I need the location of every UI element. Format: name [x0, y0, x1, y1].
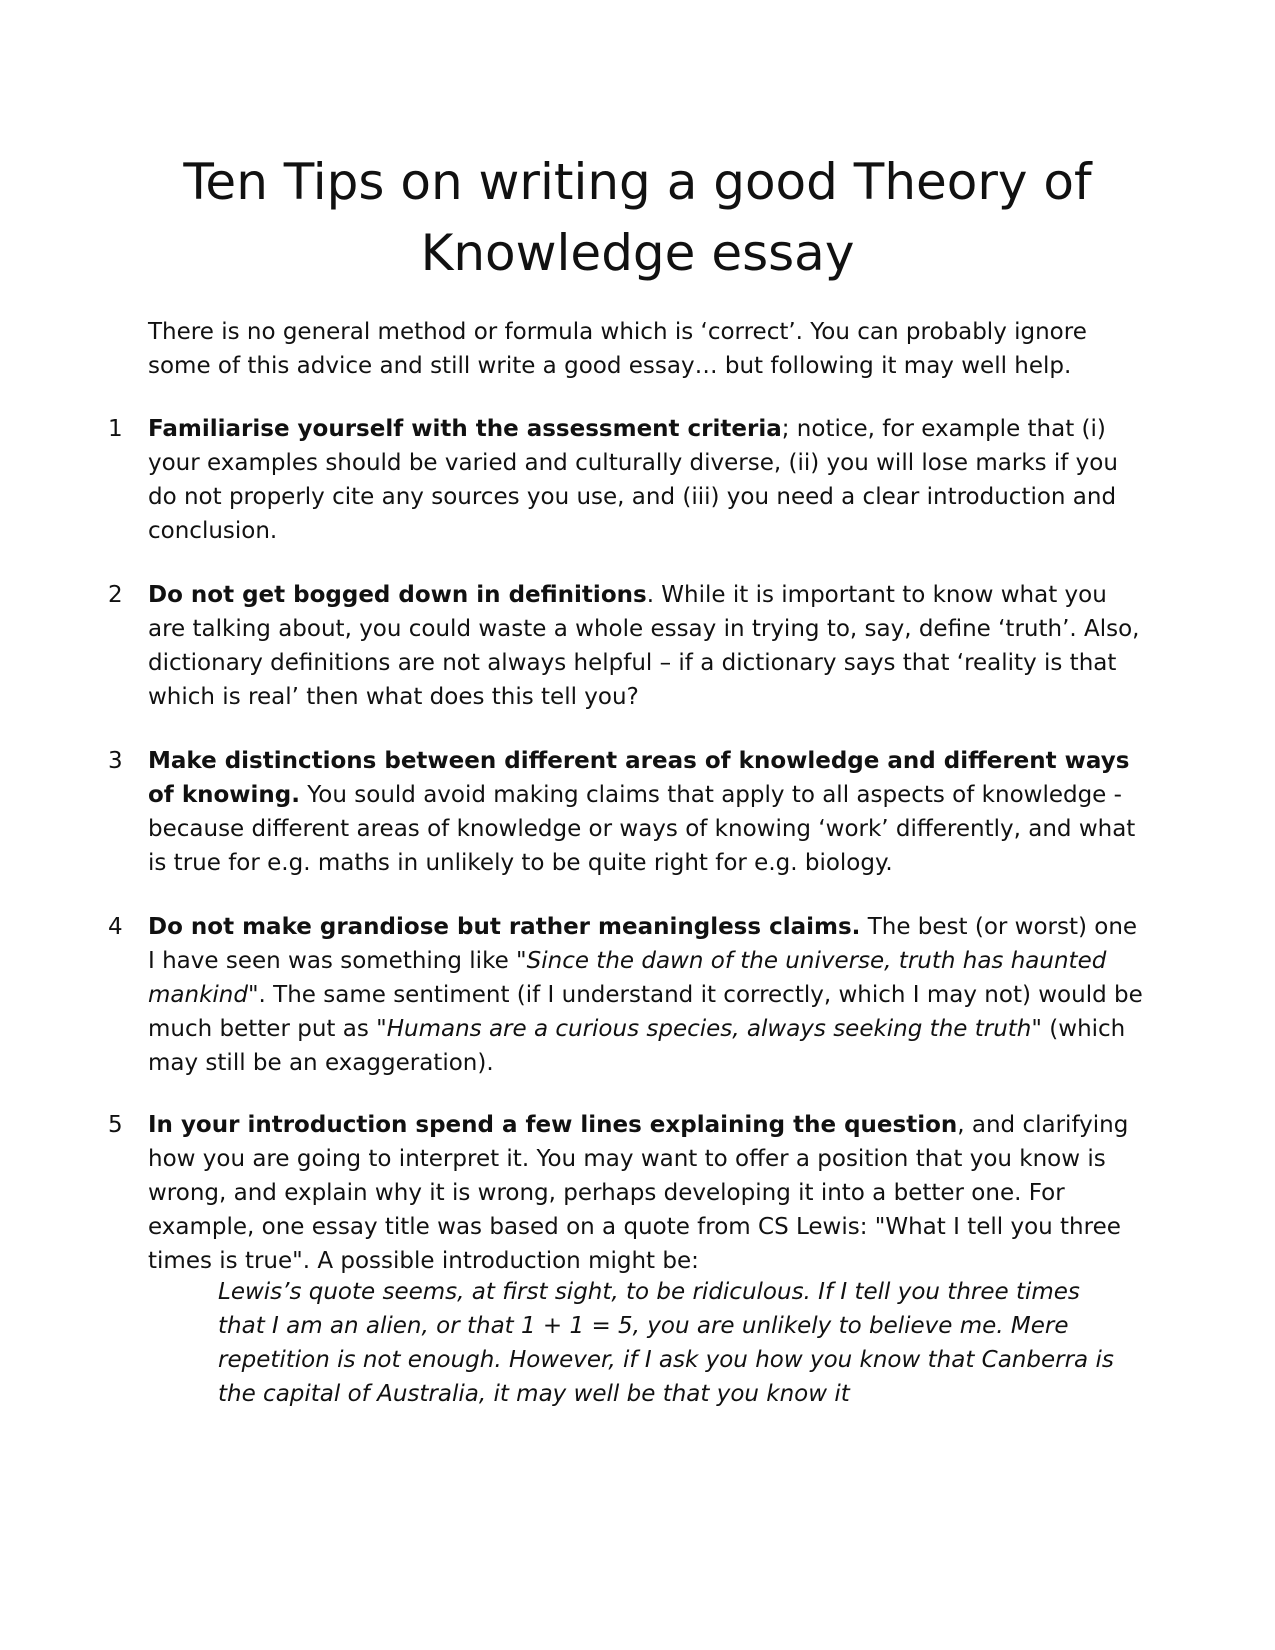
intro-paragraph: There is no general method or formula which is ‘correct’. You can probably ignore some of this advice and still write a good essay… but following it may well help.	[148, 319, 1087, 379]
tip-text: . While it is important to know what you are talking about, you could waste a whole essay in trying to, say, define ‘truth’. Also, dictionary definitions are not always helpful – if a dictionary says that ‘reality is that which is real’ then what does this tell you?	[148, 582, 1140, 710]
tip-heading: In your introduction spend a few lines explaining the question	[148, 1112, 958, 1138]
tip-number: 4	[108, 914, 123, 940]
tip-text: , and clarifying how you are going to interpret it. You may want to offer a position that you know is wrong, and explain why it is wrong, perhaps developing it into a better one. For example, one essay title was based on a quote from CS Lewis: "What I tell you three times is true". A possible introduction might be:	[148, 1112, 1129, 1274]
tip-heading: Do not make grandiose but rather meaningless claims.	[148, 914, 861, 940]
tip-text: ; notice, for example that (i) your examples should be varied and culturally diverse, (ii) you will lose marks if you do not properly cite any sources you use, and (iii) you need a clear introduction and conclusion.	[148, 416, 1118, 544]
tip-number: 5	[108, 1112, 123, 1138]
tip-body	[148, 910, 1148, 1080]
tip-number: 3	[108, 748, 123, 774]
tip-number: 1	[108, 416, 123, 442]
tip-heading: Familiarise yourself with the assessment criteria	[148, 416, 782, 442]
tip-text: You sould avoid making claims that apply to all aspects of knowledge - because different areas of knowledge or ways of knowing ‘work’ differently, and what is true for e.g. maths in unlikely to be quite right for e.g. biology.	[148, 782, 1136, 876]
tip-body	[148, 744, 1148, 880]
tip-body	[148, 1108, 1148, 1278]
tip-quote-italic: Humans are a curious species, always seeking the truth	[386, 1016, 1032, 1042]
tip-number: 2	[108, 582, 123, 608]
page-title-line-2: Knowledge essay	[420, 224, 855, 282]
page-title-line-1: Ten Tips on writing a good Theory of	[183, 153, 1092, 211]
tip-body	[148, 412, 1148, 548]
tip-quote-italic: Since the dawn of the universe, truth has haunted mankind	[148, 948, 1107, 1008]
tip-body	[148, 578, 1148, 714]
tip-text: " (which may still be an exaggeration).	[148, 1016, 1126, 1076]
tip-text: ". The same sentiment (if I understand it correctly, which I may not) would be much better put as "	[148, 982, 1143, 1042]
tip-text: The best (or worst) one I have seen was something like "	[148, 914, 1138, 974]
tip-heading: Do not get bogged down in definitions	[148, 582, 647, 608]
example-introduction-quote: Lewis’s quote seems, at first sight, to be ridiculous. If I tell you three times that I am an alien, or that 1 + 1 = 5, you are unlikely to believe me. Mere repetition is not enough. However, if I ask you how you know that Canberra is the capital of Australia, it may well be that you know it	[218, 1279, 1114, 1407]
tip-heading: Make distinctions between different areas of knowledge and different ways of knowing.	[148, 748, 1130, 808]
